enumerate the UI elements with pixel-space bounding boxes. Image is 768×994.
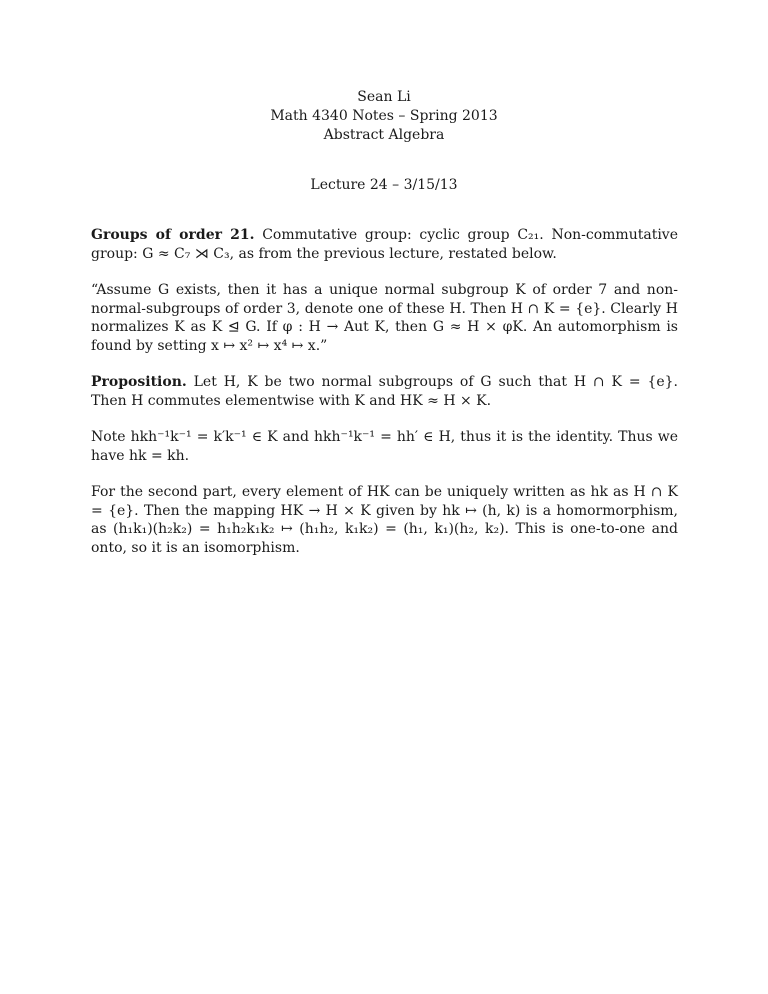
paragraph-heading: Proposition. [91, 374, 187, 390]
lecture-title: Lecture 24 – 3/15/13 [310, 177, 458, 193]
paragraph-groups-order-21 [91, 226, 678, 263]
paragraph-text: Commutative group: cyclic group C₂₁. Non-commutative group: G ≈ C₇ ⋊ C₃, as from the previous lecture, restated below. [91, 227, 678, 262]
paragraph-text: “Assume G exists, then it has a unique normal subgroup K of order 7 and non-normal-subgroups of order 3, denote one of these H. Then H ∩ K = {e}. Clearly H normalizes K as K ⊴ G. If φ : H → Aut K, then G ≈ H × φK. An automorphism is found by setting x ↦ x² ↦ x⁴ ↦ x.” [91, 282, 678, 354]
document-header [0, 88, 768, 145]
paragraph-heading: Groups of order 21. [91, 227, 255, 243]
subject-title: Abstract Algebra [323, 127, 445, 143]
document-body [91, 226, 678, 575]
author-name: Sean Li [357, 89, 411, 105]
paragraph-second-part [91, 483, 678, 557]
paragraph-text: For the second part, every element of HK can be uniquely written as hk as H ∩ K = {e}. Then the mapping HK → H × K given by hk ↦ (h, k) is a homormorphism, as (h₁k₁)(h₂k₂) = h₁h₂k₁k₂ ↦ (h₁h₂, k₁k₂) = (h₁, k₁)(h₂, k₂). This is one-to-one and onto, so it is an isomorphism. [91, 484, 678, 556]
paragraph-proposition [91, 373, 678, 410]
paragraph-quote [91, 281, 678, 355]
paragraph-text: Note hkh⁻¹k⁻¹ = k′k⁻¹ ∈ K and hkh⁻¹k⁻¹ = hh′ ∈ H, thus it is the identity. Thus we have hk = kh. [91, 429, 678, 464]
course-title: Math 4340 Notes – Spring 2013 [270, 108, 498, 124]
paragraph-text: Let H, K be two normal subgroups of G such that H ∩ K = {e}. Then H commutes elementwise with K and HK ≈ H × K. [91, 374, 678, 409]
paragraph-note [91, 428, 678, 465]
